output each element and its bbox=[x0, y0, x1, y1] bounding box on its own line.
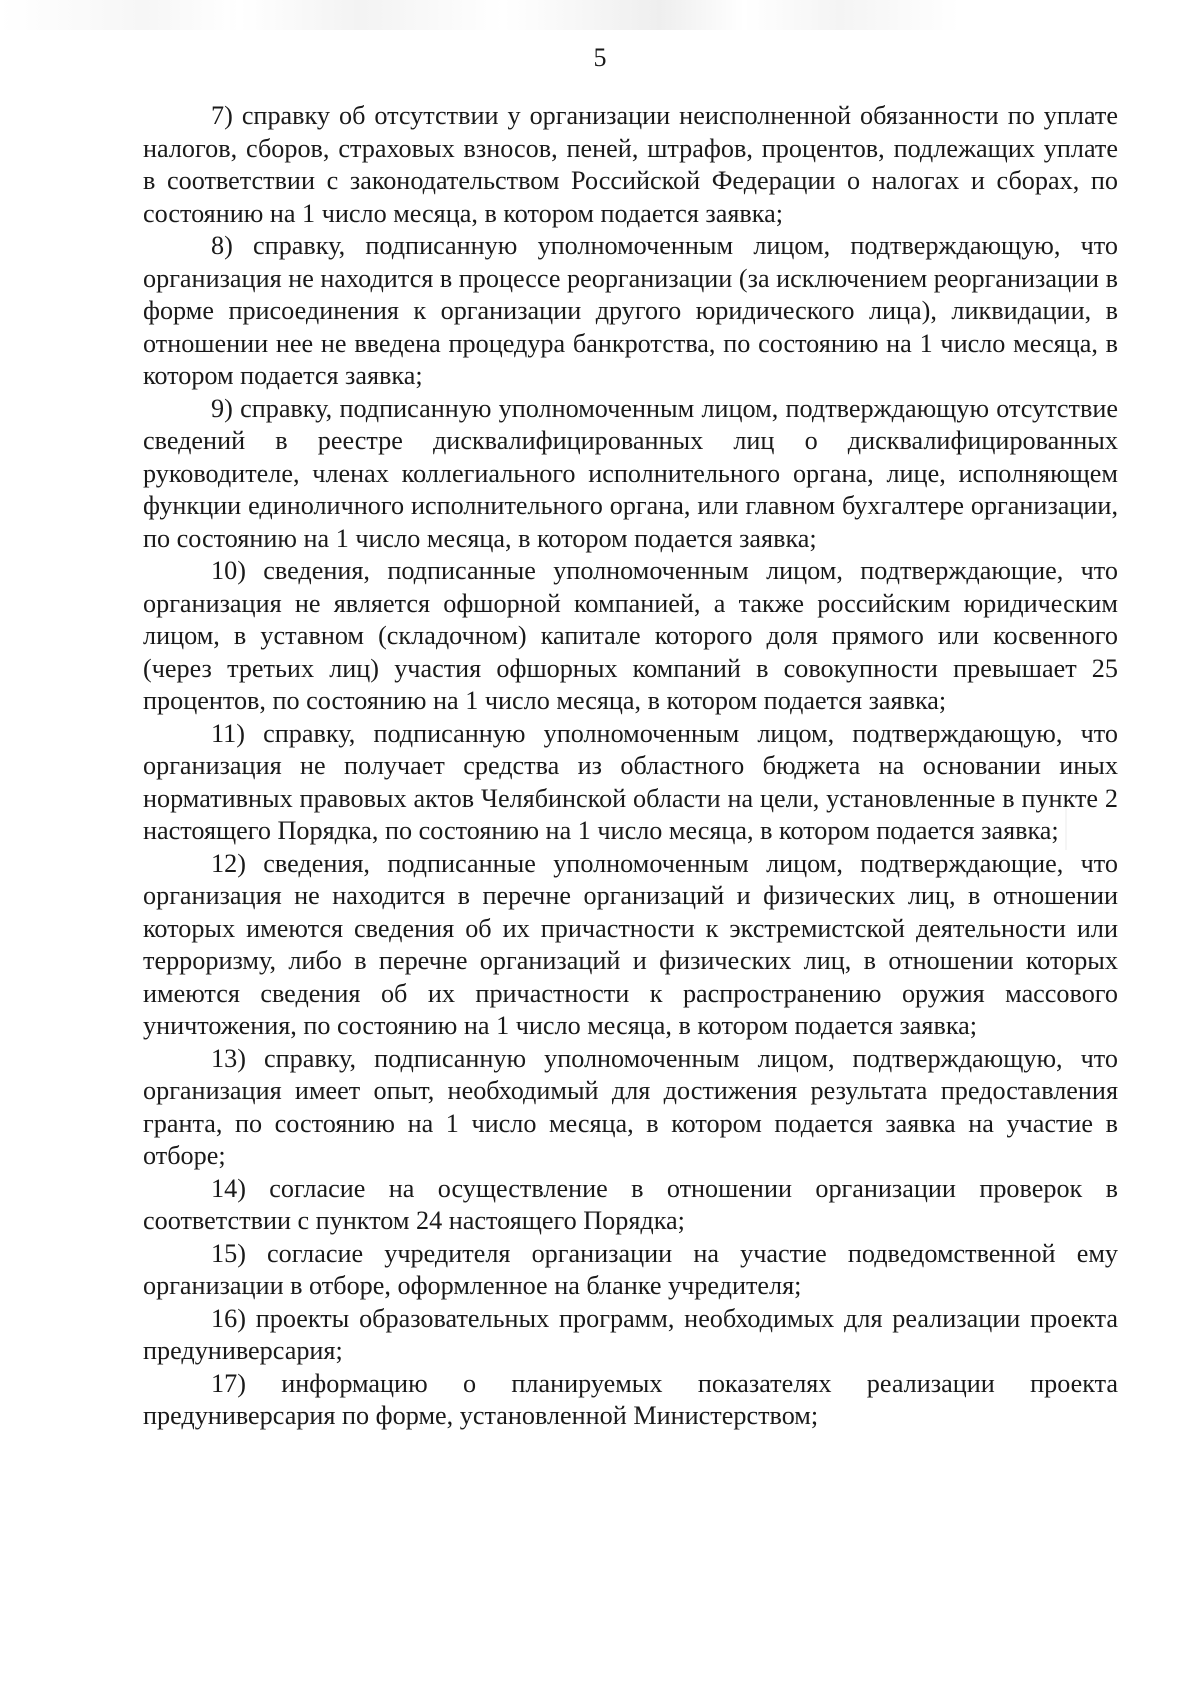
scan-mark bbox=[1065, 792, 1067, 850]
list-item-7: 7) справку об отсутствии у организации неисполненной обязанности по уплате налогов, сборов, страховых взносов, пеней, штрафов, процентов, подлежащих уплате в соответствии с законодательством Российской Федерации о налогах и сборах, по состоянию на 1 число месяца, в котором подается заявка; bbox=[143, 101, 1118, 228]
list-item-17: 17) информацию о планируемых показателях реализации проекта предуниверсария по форме, установленной Министерством; bbox=[143, 1368, 1118, 1430]
list-item-8: 8) справку, подписанную уполномоченным лицом, подтверждающую, что организация не находится в процессе реорганизации (за исключением реорганизации в форме присоединения к организации другого юридического лица), ликвидации, в отношении нее не введена процедура банкротства, по состоянию на 1 число месяца, в котором подается заявка; bbox=[143, 231, 1118, 390]
list-item-12: 12) сведения, подписанные уполномоченным лицом, подтверждающие, что организация не находится в перечне организаций и физических лиц, в отношении которых имеются сведения об их причастности к экстремистской деятельности или терроризму, либо в перечне организаций и физических лиц, в отношении которых имеются сведения об их причастности к распространению оружия массового уничтожения, по состоянию на 1 число месяца, в котором подается заявка; bbox=[143, 848, 1118, 1040]
list-item-10: 10) сведения, подписанные уполномоченным лицом, подтверждающие, что организация не является офшорной компанией, а также российским юридическим лицом, в уставном (складочном) капитале которого доля прямого или косвенного (через третьих лиц) участия офшорных компаний в совокупности превышает 25 процентов, по состоянию на 1 число месяца, в котором подается заявка; bbox=[143, 556, 1118, 715]
document-body bbox=[143, 100, 1118, 1433]
list-item-13: 13) справку, подписанную уполномоченным лицом, подтверждающую, что организация имеет опыт, необходимый для достижения результата предоставления гранта, по состоянию на 1 число месяца, в котором подается заявка на участие в отборе; bbox=[143, 1043, 1118, 1170]
list-item-14: 14) согласие на осуществление в отношении организации проверок в соответствии с пунктом 24 настоящего Порядка; bbox=[143, 1173, 1118, 1235]
scan-artifact-top bbox=[0, 0, 1200, 30]
page-number: 5 bbox=[593, 43, 607, 72]
list-item-16: 16) проекты образовательных программ, необходимых для реализации проекта предуниверсария; bbox=[143, 1303, 1118, 1365]
list-item-11: 11) справку, подписанную уполномоченным лицом, подтверждающую, что организация не получает средства из областного бюджета на основании иных нормативных правовых актов Челябинской области на цели, установленные в пункте 2 настоящего Порядка, по состоянию на 1 число месяца, в котором подается заявка; bbox=[143, 718, 1118, 845]
list-item-15: 15) согласие учредителя организации на участие подведомственной ему организации в отборе, оформленное на бланке учредителя; bbox=[143, 1238, 1118, 1300]
list-item-9: 9) справку, подписанную уполномоченным лицом, подтверждающую отсутствие сведений в реестре дисквалифицированных лиц о дисквалифицированных руководителе, членах коллегиального исполнительного органа, лице, исполняющем функции единоличного исполнительного органа, или главном бухгалтере организации, по состоянию на 1 число месяца, в котором подается заявка; bbox=[143, 393, 1118, 553]
